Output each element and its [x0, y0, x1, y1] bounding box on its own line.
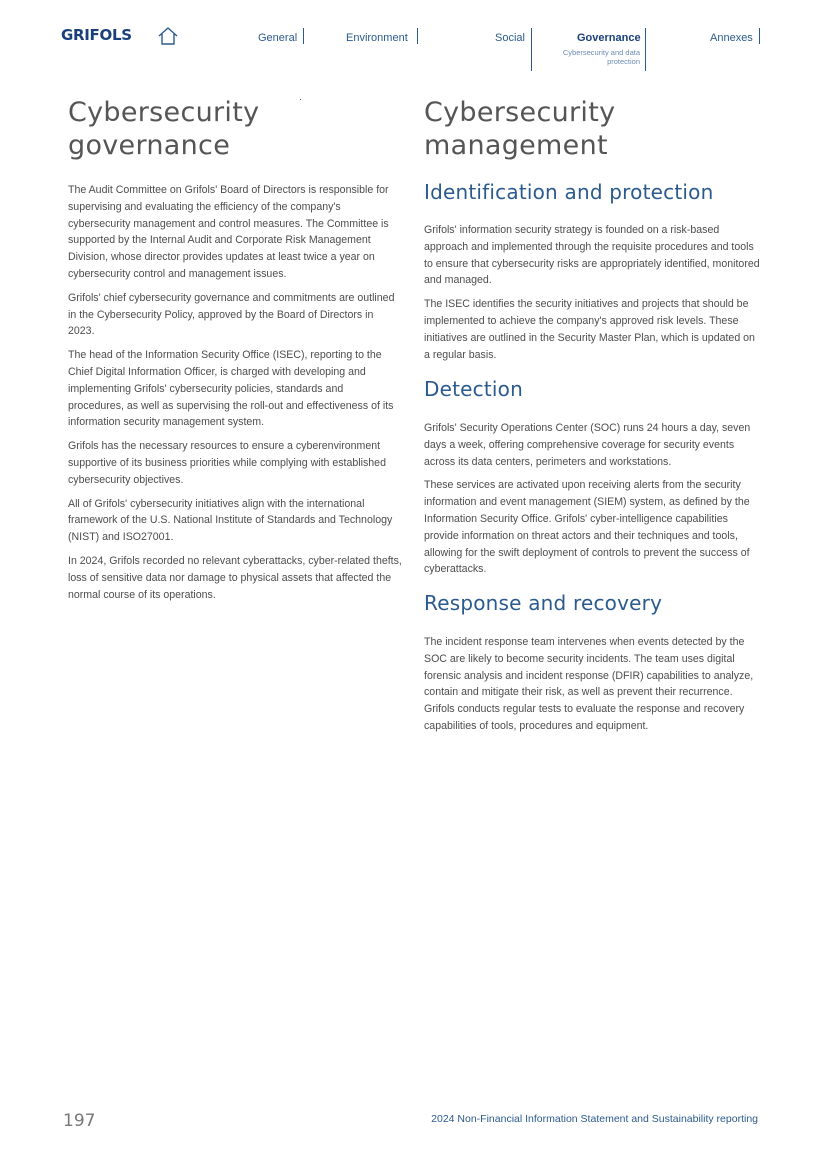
paragraph: Grifols has the necessary resources to ensure a cyberenvironment supportive of its business priorities while complying with established cybersecurity objectives.	[68, 440, 386, 486]
section-response-body	[424, 634, 762, 742]
nav-governance[interactable]	[577, 32, 641, 44]
home-icon[interactable]	[157, 26, 179, 46]
nav-social-label: Social	[495, 32, 525, 44]
nav-environment-label: Environment	[346, 32, 408, 44]
paragraph: The ISEC identifies the security initiatives and projects that should be implemented to achieve the company's approved risk levels. These initiatives are outlined in the Security Master Plan, which is updated on a regular basis.	[424, 298, 755, 361]
paragraph: Grifols' Security Operations Center (SOC) runs 24 hours a day, seven days a week, offering comprehensive coverage for security events across its data centers, perimeters and workstations.	[424, 422, 751, 468]
nav-divider	[645, 28, 646, 71]
right-title	[424, 96, 615, 162]
report-title: 2024 Non-Financial Information Statement and Sustainability reporting	[431, 1113, 758, 1125]
nav-divider	[303, 28, 304, 44]
nav-sub-line: Cybersecurity and data	[562, 48, 640, 57]
nav-governance-subsection[interactable]	[530, 48, 640, 66]
nav-general[interactable]	[258, 32, 297, 44]
paragraph: The incident response team intervenes when events detected by the SOC are likely to become security incidents. The team uses digital forensic analysis and incident response (DFIR) capabilities to analyze, contain and mitigate their risk, as well as prevent their recurrence. Grifols conducts regular tests to evaluate the response and recovery capabilities of tools, procedures and equipment.	[424, 636, 754, 732]
nav-governance-label: Governance	[577, 32, 641, 44]
nav-divider	[417, 28, 418, 44]
right-title-line: Cybersecurity	[424, 97, 616, 128]
left-title	[68, 96, 259, 162]
paragraph: All of Grifols' cybersecurity initiatives align with the international framework of the U.S. National Institute of Standards and Technology (NIST) and ISO27001.	[68, 497, 393, 544]
nav-environment[interactable]	[346, 32, 408, 44]
nav-annexes[interactable]	[710, 32, 753, 44]
stray-dot	[300, 99, 301, 100]
section-detection-body	[424, 420, 762, 585]
paragraph: Grifols' chief cybersecurity governance and commitments are outlined in the Cybersecurity Policy, approved by the Board of Directors in 2023.	[68, 291, 395, 338]
paragraph: Grifols' information security strategy is founded on a risk-based approach and implemented through the requisite procedures and tools to ensure that cybersecurity risks are appropriately identified, monitored and managed.	[424, 224, 760, 287]
section-identification-body	[424, 222, 762, 370]
section-heading-identification: Identification and protection	[424, 180, 714, 204]
right-title-line: management	[424, 130, 608, 161]
section-heading-response: Response and recovery	[424, 591, 663, 615]
nav-general-label: General	[258, 32, 298, 44]
paragraph: These services are activated upon receiving alerts from the security information and event management (SIEM) system, as defined by the Information Security Office. Grifols' cyber-intelligence capabilities provide information on threat actors and their techniques and tools, allowing for the swift deployment of controls to prevent the success of cyberattacks.	[424, 479, 750, 576]
left-body	[68, 182, 402, 610]
paragraph: The Audit Committee on Grifols' Board of Directors is responsible for supervising and evaluating the efficiency of the company's cybersecurity management and control measures. The Committee is supported by the Internal Audit and Corporate Risk Management Division, whose director provides updates at least twice a year on cybersecurity control and management issues.	[68, 184, 389, 280]
page-header	[0, 0, 825, 75]
nav-annexes-label: Annexes	[710, 32, 753, 44]
grifols-logo[interactable]: GRIFOLS	[61, 26, 132, 44]
left-title-line: Cybersecurity	[68, 97, 260, 128]
paragraph: In 2024, Grifols recorded no relevant cyberattacks, cyber-related thefts, loss of sensitive data nor damage to physical assets that affected the normal course of its operations.	[68, 554, 402, 601]
page-number: 197	[63, 1111, 96, 1131]
nav-sub-line: protection	[607, 57, 640, 66]
nav-divider	[759, 28, 760, 44]
section-heading-detection: Detection	[424, 377, 523, 401]
paragraph: The head of the Information Security Office (ISEC), reporting to the Chief Digital Information Officer, is charged with developing and implementing Grifols' cybersecurity policies, standards and procedures, as well as supervising the roll-out and effectiveness of its information security management system.	[68, 349, 394, 429]
left-title-line: governance	[68, 130, 231, 161]
nav-social[interactable]	[495, 32, 525, 44]
